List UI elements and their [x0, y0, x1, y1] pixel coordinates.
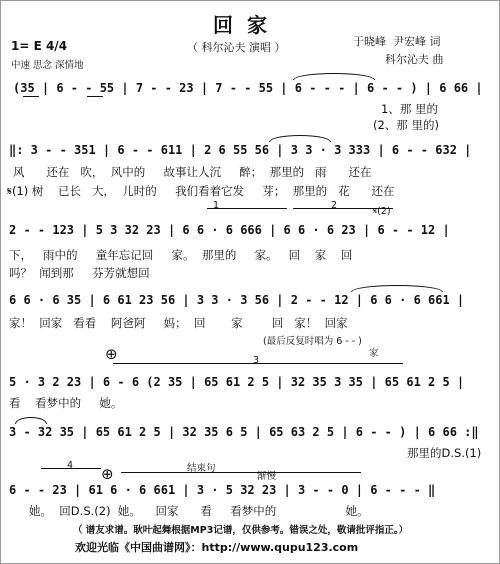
- music-line-2: ‖: 3 - - 351 | 6 - - 611 | 2 6 55 56 | 3 3 · 3 333 | 6 - - 632 |: [9, 143, 472, 157]
- lyricist-credit: 于晓峰 尹宏峰 词: [353, 35, 441, 48]
- music-line-1: (35 | 6 - - 55 | 7 - - 23 | 7 - - 55 | 6 - - - | 6 - - ) | 6 66 |: [13, 81, 483, 95]
- coda-sign-icon: ⊕: [105, 345, 118, 363]
- tempo-marking: 中速 思念 深情地: [11, 60, 84, 71]
- ending-bracket: [121, 472, 361, 473]
- lyrics-3-v1: 下， 雨中的 童年忘记回 家。 那里的 家。 回 家 回: [9, 248, 353, 262]
- coda-sign-icon: ⊕: [101, 465, 114, 483]
- lyrics-1-v2: (2、那 里的): [373, 118, 439, 132]
- music-line-5: 5 · 3 2 23 | 6 - 6 (2 35 | 65 61 2 5 | 32 35 3 35 | 65 61 2 5 |: [9, 375, 465, 389]
- tie-arc: [293, 73, 375, 80]
- slur-arc: [15, 417, 47, 424]
- song-title: 回家: [213, 13, 281, 37]
- song-subtitle: （ 科尔沁夫 演唱 ）: [187, 41, 286, 54]
- final-repeat-word: 家: [369, 348, 379, 359]
- final-repeat-note: (最后反复时唱为 6 - - ): [263, 336, 362, 347]
- volta-1-number: 1: [213, 200, 220, 211]
- lyrics-2-v1: 风 还在 吹， 风中的 故事让人沉 醉； 那里的 雨 还在: [13, 165, 372, 179]
- lyrics-6-v1: 那里的D.S.(1): [407, 446, 482, 460]
- music-line-4: 6 6 · 6 35 | 6 61 23 56 | 3 3 · 3 56 | 2 - - 12 | 6 6 · 6 661 |: [9, 293, 465, 307]
- underline: [87, 96, 103, 97]
- volta-4-number: 4: [67, 460, 74, 471]
- music-line-3: 2 - - 123 | 5 3 32 23 | 6 6 · 6 666 | 6 6 · 6 23 | 6 - - 12 |: [9, 223, 450, 237]
- composer-credit: 科尔沁夫 曲: [385, 53, 444, 66]
- music-line-7: 6 - - 23 | 61 6 · 6 661 | 3 · 5 32 23 | 3 - - 0 | 6 - - - ‖: [9, 483, 436, 497]
- key-signature: 1= E 4/4: [11, 39, 68, 53]
- ritardando-label: 渐慢: [257, 471, 277, 482]
- transcription-note: （ 谱友求谱。耿叶起舞根据MP3记谱，仅供参考。错误之处，敬请批评指正。）: [73, 525, 409, 536]
- volta-4-bracket: [41, 468, 101, 469]
- volta-3-number: 3: [253, 355, 260, 366]
- music-line-6: 3 - 32 35 | 65 61 2 5 | 32 35 6 5 | 65 63 2 5 | 6 - - ) | 6 66 :‖: [9, 425, 479, 439]
- segno-2: 𝄋(2): [373, 206, 391, 217]
- underline: [23, 96, 39, 97]
- website-link[interactable]: 欢迎光临《中国曲谱网》：http://www.qupu123.com: [75, 541, 359, 554]
- lyrics-2-v2: 𝄋(1) 树 已长 大， 儿时的 我们看着它发 芽； 那里的 花 还在: [7, 184, 395, 198]
- slur-arc: [269, 135, 331, 142]
- lyrics-1-v1: 1、那 里的: [381, 102, 438, 116]
- lyrics-4-v1: 家！ 回家 看看 阿爸阿 妈； 回 家 回 家！ 回家: [9, 316, 348, 330]
- volta-2-number: 2: [331, 200, 338, 211]
- tie-arc: [351, 285, 443, 292]
- lyrics-3-v2: 吗？ 闻到那 芬芳就想回: [9, 266, 150, 280]
- ending-phrase-label: 结束句: [187, 463, 216, 474]
- lyrics-5-v1: 看 看梦中的 她。: [9, 396, 123, 410]
- volta-1-bracket: [207, 208, 287, 209]
- lyrics-7-v1: 她。 回D.S.(2) 她。 回家 看 看梦中的 她。: [29, 504, 369, 518]
